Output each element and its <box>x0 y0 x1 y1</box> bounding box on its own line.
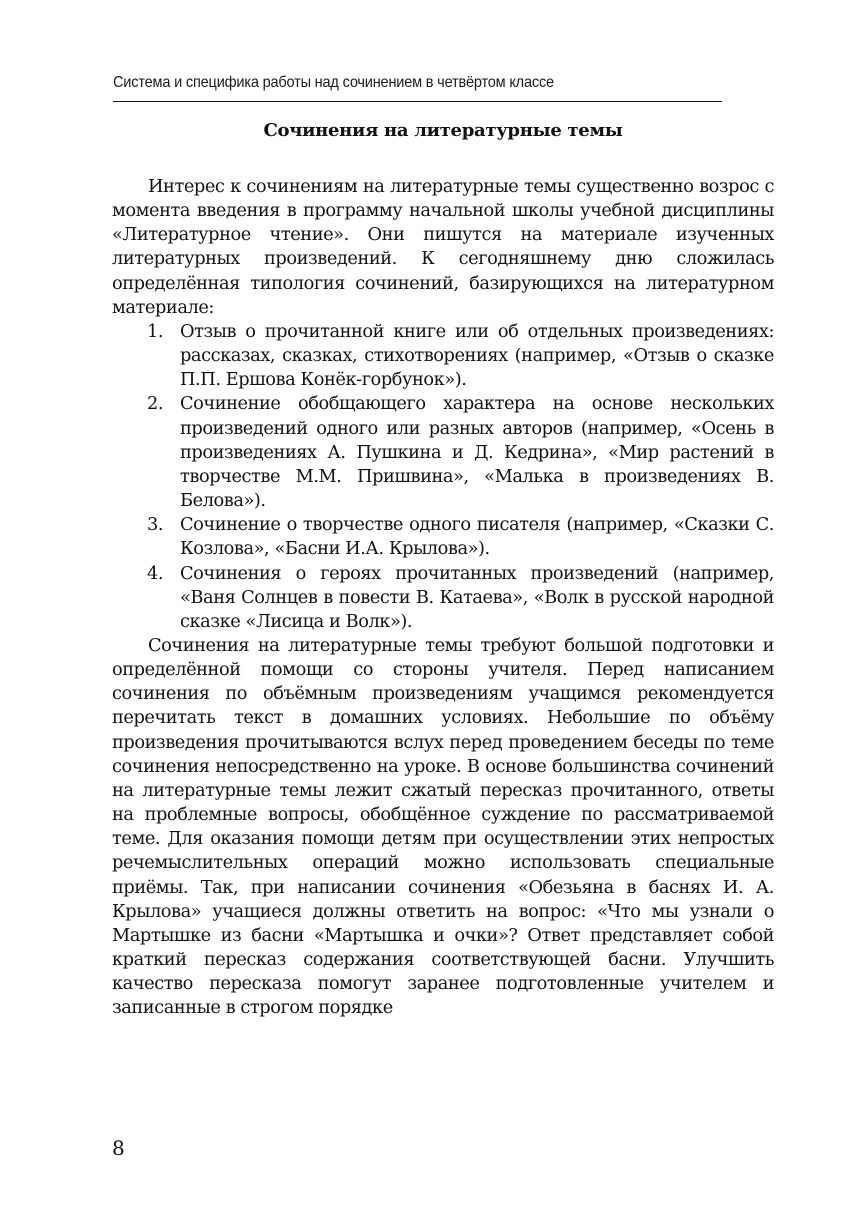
section-title: Сочинения на литературные темы <box>263 120 623 141</box>
list-item-text: Сочинения о героях прочитанных произведений (например, «Ваня Солнцев в повести В. Катаева», «Волк в русской народной сказке «Лисица и Волк»). <box>180 562 774 632</box>
list-item <box>147 392 774 513</box>
page-content <box>112 115 774 1020</box>
list-item-text: Отзыв о прочитанной книге или об отдельных произведениях: рассказах, сказках, стихотворениях (например, «Отзыв о сказке П.П. Ершова Конёк-горбунок»). <box>180 320 774 391</box>
list-item-text: Сочинение о творчестве одного писателя (например, «Сказки С. Козлова», «Басни И.А. Крылова»). <box>180 514 774 560</box>
list-item <box>147 562 774 634</box>
list-item-text: Сочинение обобщающего характера на основе нескольких произведений одного или разных авторов (например, «Осень в произведениях А. Пушкина и Д. Кедрина», «Мир растений в творчестве М.М. Пришвина», «Малька в произведениях В. Белова»). <box>180 393 774 512</box>
list-item <box>147 320 774 392</box>
list-item-number: 2. <box>147 393 164 415</box>
intro-paragraph: Интерес к сочинениям на литературные темы существенно возрос с момента введения в программу начальной школы учебной дисциплины «Литературное чтение». Они пишутся на материале изученных литературных произведений. К сегодняшнему дню сложилась определённая типология сочинений, базирующихся на литературном материале: <box>112 176 774 318</box>
list-item-number: 3. <box>147 514 164 536</box>
page-number: 8 <box>112 1136 125 1160</box>
main-paragraph: Сочинения на литературные темы требуют большой подготовки и определённой помощи со стороны учителя. Перед написанием сочинения по объёмным произведениям учащимся рекомендуется перечитать текст в домашних условиях. Небольшие по объёму произведения прочитываются вслух перед проведением беседы по теме сочинения непосредственно на уроке. В основе большинства сочинений на литературные темы лежит сжатый пересказ прочитанного, ответы на проблемные вопросы, обобщённое суждение по рассматриваемой теме. Для оказания помощи детям при осуществлении этих непростых речемыслительных операций можно использовать специальные приёмы. Так, при написании сочинения «Обезьяна в баснях И. А. Крылова» учащиеся должны ответить на вопрос: «Что мы узнали о Мартышке из басни «Мартышка и очки»? Ответ представляет собой краткий пересказ содержания соответствующей басни. Улучшить качество пересказа помогут заранее подготовленные учителем и записанные в строгом порядке <box>112 634 774 1019</box>
list-item-number: 4. <box>147 562 164 584</box>
list-item-number: 1. <box>147 320 164 342</box>
composition-types-list <box>112 320 774 634</box>
list-item <box>147 513 774 561</box>
running-header <box>113 74 722 102</box>
running-header-title: Система и специфика работы над сочинением в четвёртом классе <box>113 74 554 91</box>
